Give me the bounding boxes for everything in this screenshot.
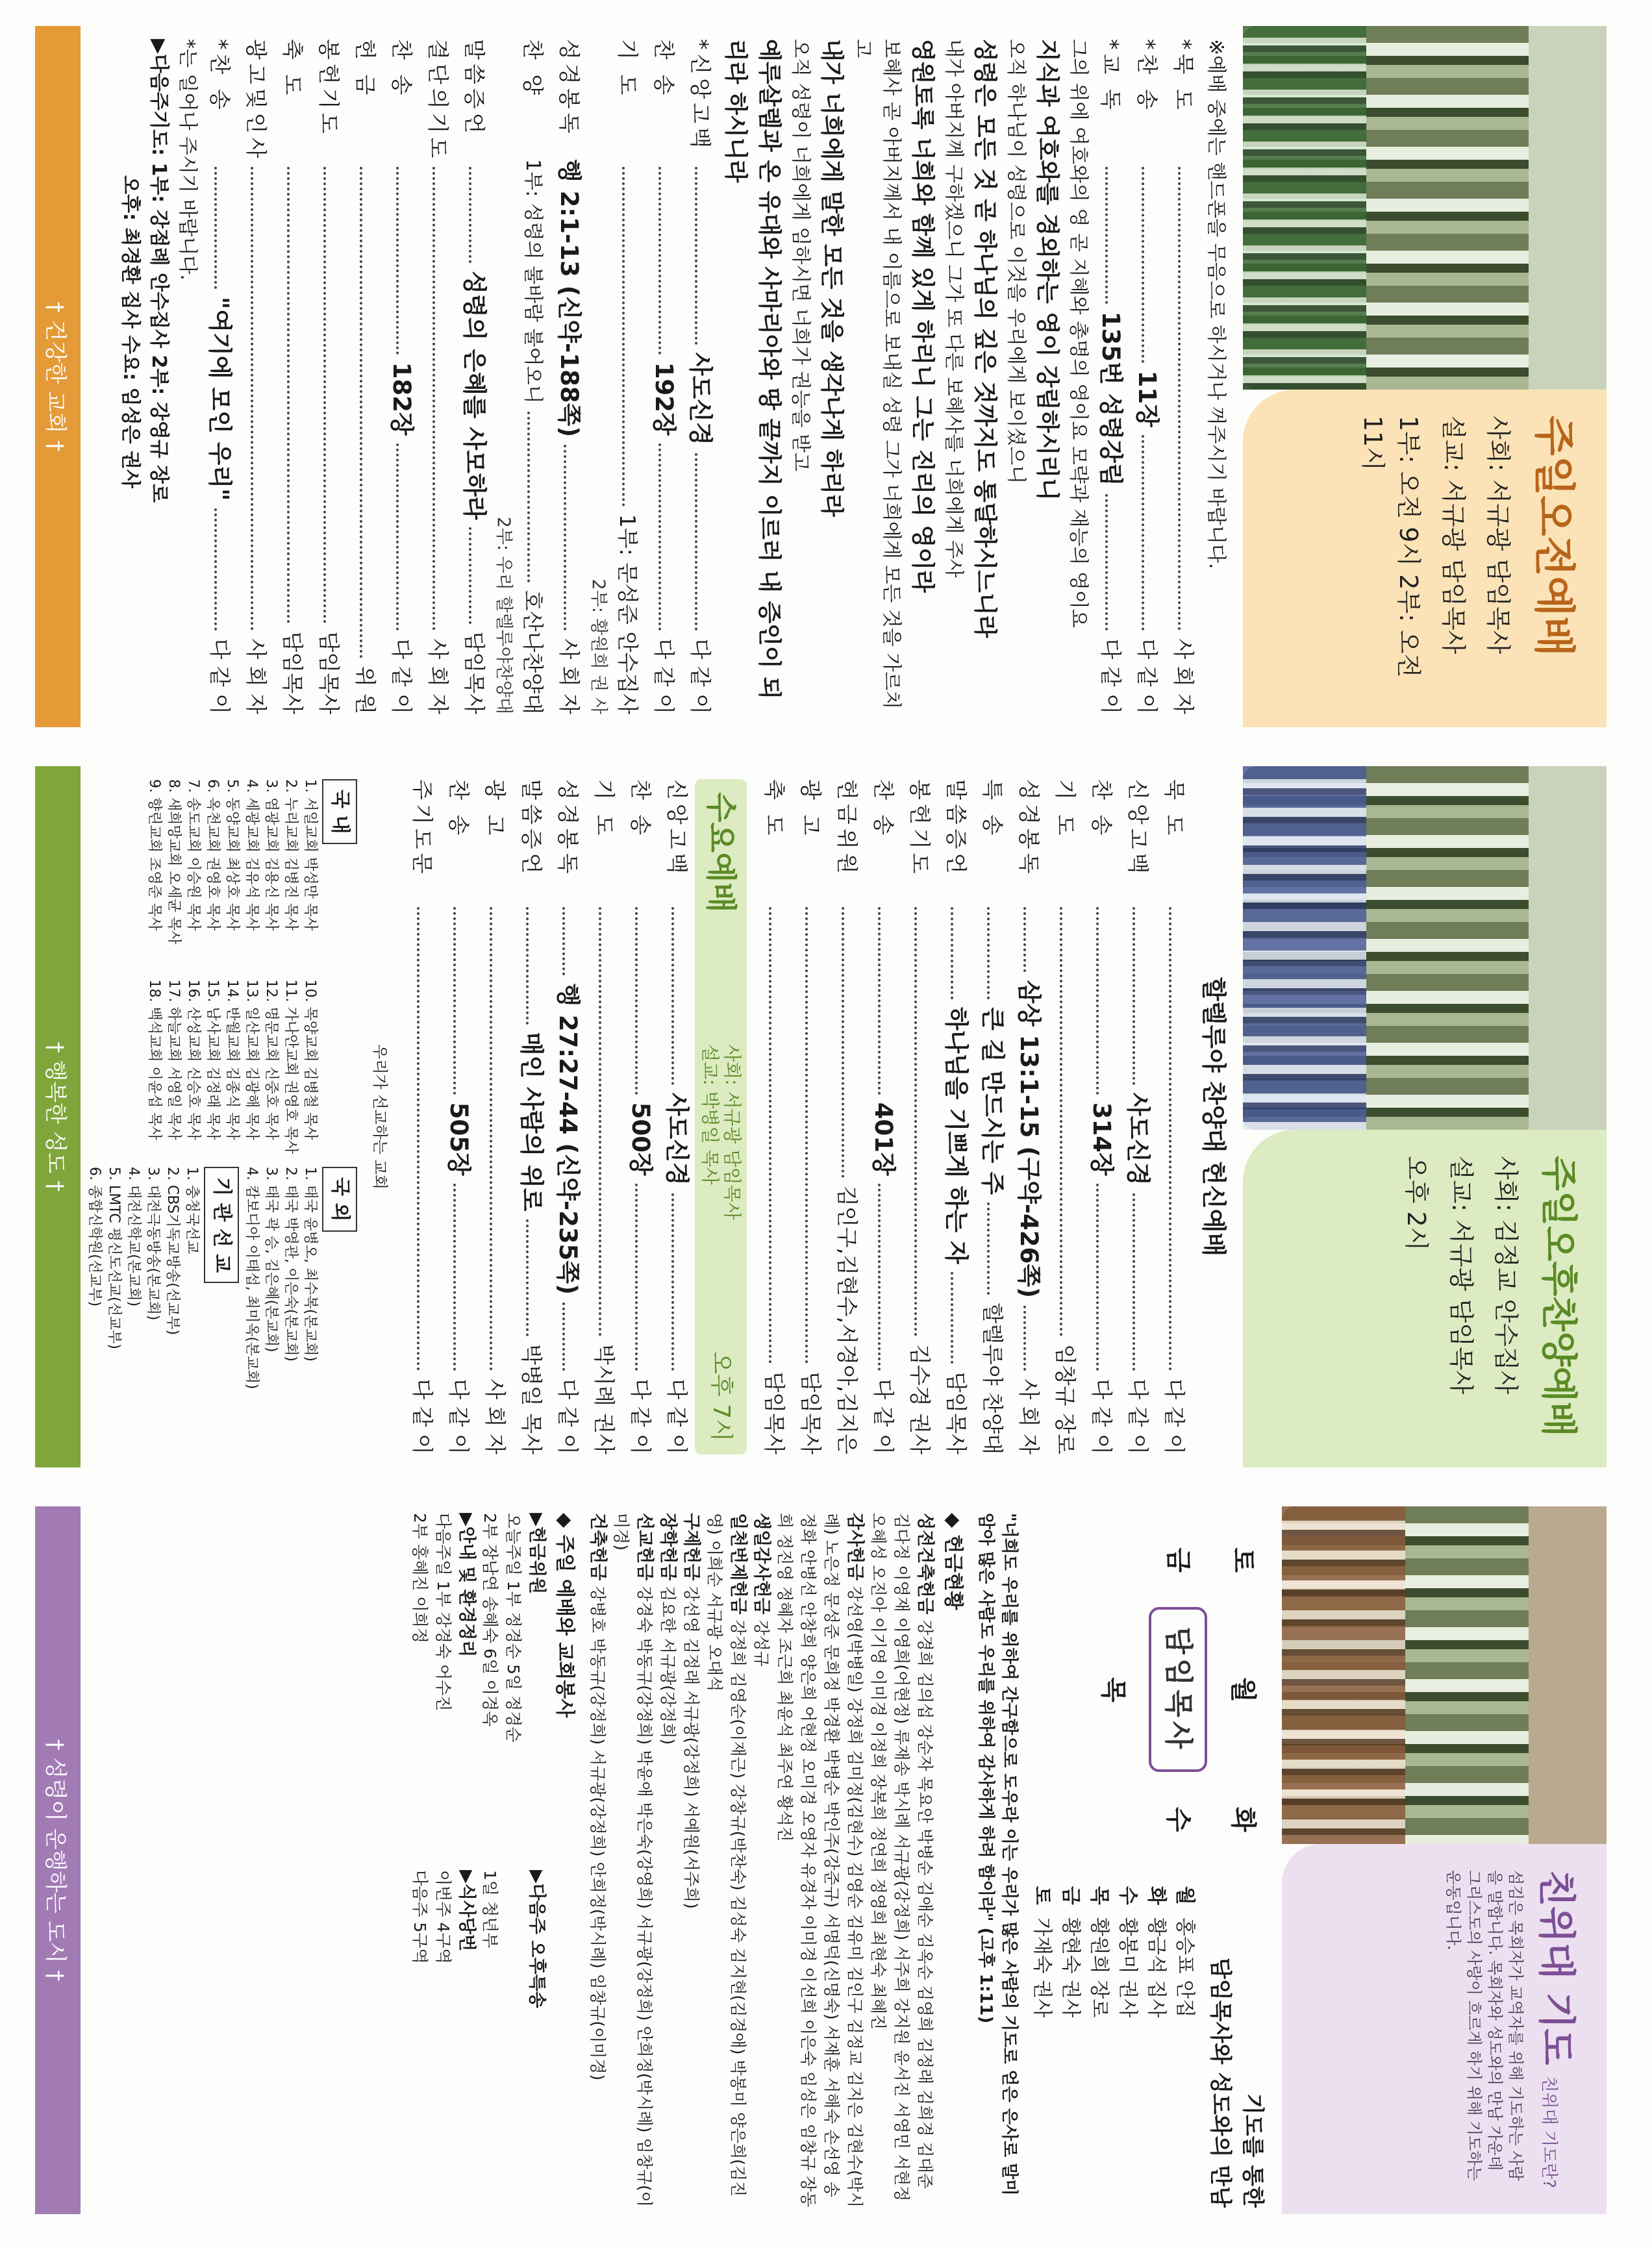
row-value: 135번 성령강림 [1097,311,1125,486]
row-leader: 다 같 이 [651,638,677,715]
row-label: 찬 송 [1089,779,1114,840]
row-label: 신앙고백 [1125,779,1151,878]
row-label: 성경봉독 [557,39,582,138]
day-assignment [1084,1886,1113,2208]
mission-title: 우리가 선교하는 교회 [371,1044,389,1190]
offering-names: 강경희 김의섭 강순자 목요안 박병순 김애순 김옥순 김영희 김정래 김희경 김대준 김다정 이영재 이영희(어현정) 류재송 박시례 서규광(강정희) 서주희 강지원 윤서진 서영민 서현정 오혜성 오진아 이기영 이미경 이정희 장복희 정연희 정영희 최현숙 최혜진 [869,1513,934,2202]
domestic-mission-item: 2. 누리교회 김병진 목사 [282,779,299,931]
service-row [1092,39,1129,714]
host-line: 사회: 서규광 담임목사 [1484,416,1512,654]
row-value: 192장 [650,362,678,436]
order-of-service [116,39,1230,714]
offering-label: 장학헌금 [658,1513,678,1581]
time-line: 오후 2시 [1402,1156,1431,1251]
sunday-morning-panel [35,26,1607,727]
offering-label: 일천번제헌금 [728,1513,748,1615]
service-row [1120,779,1156,1454]
org-mission-item: 3. 대전극동방송(본교회) [145,1167,161,1321]
duty-title: ◆ 주일 예배와 교회봉사 [553,1513,576,1718]
row-label: 묵 도 [1162,779,1187,840]
row-leader: 다 같 이 [688,638,713,714]
org-mission-item: 5. LMTC 평신도선교(선교부) [106,1167,122,1349]
row-label: 찬 송 [628,779,653,840]
choir-photo [1243,766,1607,1130]
row-label: 광 고 [798,779,823,840]
reading-line-bold: 지식과 여호와를 경외하는 영이 강림하시리니 [1034,39,1060,501]
offering-entry [866,1513,936,2208]
row-value: 행 27:27-44 (신약-235쪽) [554,983,582,1295]
row-leader: 다 같 이 [1125,1378,1151,1454]
row-leader: 사 회 자 [557,638,582,714]
next-prayer-line: 오후: 최경환 집사 수요: 임성은 권사 [119,175,142,488]
service-row [1156,779,1192,1454]
offering-names: 강정희 김영순(이재근) 강창규(박찬숙) 김성숙 김지현(김경애) 박봉미 양은희(김진영) 이희순 서규광 오대석 [705,1513,747,2197]
row-value: 500장 [627,1102,655,1176]
reading-line-bold: 예루살렘과 온 유대와 사마리아와 땅 끝까지 이르러 내 증인이 되리라 하시니라 [722,39,782,699]
prayer-diagram [1027,1513,1269,1867]
service-row [1010,779,1047,1454]
domestic-mission-item: 10. 목양교회 김병철 목사 [302,979,318,1140]
service-row [347,39,383,714]
offering-entry [703,1513,749,2208]
offering-label: 건축헌금 [588,1513,608,1581]
mission-lists [84,779,360,1454]
row-leader: 사 회 자 [425,638,451,714]
row-label: 말씀증언 [944,779,969,878]
service-row [756,779,792,1454]
panel-footer: † 성령이 운행하는 도시 † [35,1506,81,2214]
row-value: 성령의 은혜를 사모하라 [460,271,488,520]
row-label: *찬 송 [207,39,232,114]
row-label: *찬 송 [1134,39,1160,114]
orgs-label: 기 관 선 교 [204,1167,239,1283]
row-value: 큰 길 만드시는 주 [979,1007,1007,1195]
day-assignment [1170,1886,1199,2208]
row-leader: 다 같 이 [410,1378,435,1454]
row-leader: 다 같 이 [664,1378,690,1454]
row-value: 하나님을 기쁘게 하는 자 [942,1006,970,1264]
offering-entry [656,1513,679,2208]
panel-footer: † 행복한 성도 † [35,766,81,1467]
foreign-mission-item: 3. 태국 곽 승, 김은혜(본교회) [263,1167,279,1353]
host-line: 사회: 김정교 안수집사 [1492,1156,1520,1395]
row-leader: 다 같 이 [1098,638,1123,715]
next-prayer [144,39,173,714]
domestic-mission-item: 18. 백석교회 이윤섭 목사 [146,979,162,1140]
stand-note: *는 일어나 주시기 바랍니다. [176,39,199,280]
domestic-mission-item: 14. 반월교회 김종식 목사 [224,979,240,1140]
duty-line: 2부 홍혜진 이희정 [410,1513,429,1643]
duty-label: ▶식사당번 [457,1870,477,1952]
row-label: 찬 송 [651,39,677,99]
domestic-mission-item: 17. 하늘교회 서영일 목사 [166,979,182,1140]
org-mission-item: 4. 대전신학교(본교회) [125,1167,142,1307]
service-row [586,779,622,1454]
row-leader: 박시례 권사 [592,1344,617,1454]
day-label: 수 [1116,1886,1139,1905]
service-row [477,779,513,1454]
service-row [513,779,549,1454]
row-leader: 다 같 이 [1134,638,1160,715]
service-row [383,39,419,714]
service-row [974,779,1010,1454]
duty-entry [478,1513,548,1851]
row-value: 매인 사람의 위로 [518,1032,545,1212]
row-leader: 사 회 자 [482,1378,508,1454]
day-person: 황현숙 권사 [1059,1917,1082,2018]
row-leader: 다 같 이 [871,1378,896,1455]
next-prayer-label: ▶다음주기도: [147,39,170,156]
day-label: 화 [1145,1886,1168,1905]
day-assignment [1142,1886,1170,2208]
row-value: 182장 [388,362,416,436]
foreign-missions [84,1167,360,1454]
offering-names: 강병호 박동규(강정희) 서규광(강정희) 안희정(박시례) 임창규(이미경) [588,1586,607,2081]
wednesday-rows [404,779,695,1454]
day-sat: 토 [1228,1547,1258,1573]
row-value: 삼상 13:1-15 (구약-426쪽) [1015,980,1043,1299]
service-row [549,779,586,1454]
wednesday-host: 사회: 서규광 담임목사 [721,1044,743,1220]
domestic-mission-item: 6. 옥천교회 권영호 목사 [205,779,221,931]
org-mission-item: 1. 충청국선교 [184,1167,200,1254]
bible-verse: "너희도 우리를 위하여 간구함으로 도우라 이는 우리가 많은 사람의 기도로 얻은 은사로 말미암아 많은 사람도 우리를 위하여 감사하게 하려 함이라" (고후 1:11) [976,1513,1019,2196]
prayer-guard-panel [35,1506,1607,2214]
row-label: 기 도 [615,39,640,99]
offering-names: 강선영 김정래 서규광(강정희) 서예원(서주희) [682,1586,701,1909]
row-leader: 담임목사 [944,1371,969,1454]
domestic-label: 국 내 [322,779,357,844]
service-row [622,779,658,1454]
offering-label: 선교헌금 [634,1513,655,1581]
row-leader: 김수경 권사 [907,1344,932,1454]
offering-label: 구제헌금 [681,1513,701,1581]
row-value: 사도신경 [663,1092,691,1186]
offering-entry [586,1513,609,2208]
duty-line: 이번주 4구역 [434,1870,453,1964]
wednesday-preacher: 설교: 박병일 목사 [699,1044,721,1185]
service-row [938,779,974,1454]
service-row [419,39,456,714]
row-leader: 1부: 문성준 안수집사 [615,514,640,714]
row-leader: 다 같 이 [207,638,232,715]
day-label: 금 [1059,1886,1082,1905]
report-title: ◆ 헌금현황 [942,1513,964,1610]
row-label: 기 도 [592,779,617,840]
service-row [658,779,695,1454]
row-leader: 다 같 이 [1089,1378,1114,1455]
next-prayer-line: 1부: 강점례 안수집사 2부: 강영규 장로 [147,162,170,503]
row-label: 말씀증언 [519,779,544,878]
row-value: 401장 [870,1102,897,1176]
row-leader: 다 같 이 [1162,1378,1187,1454]
row-label: 축 도 [762,779,787,840]
row-label: 특 송 [980,779,1005,840]
schedule-row [1027,1513,1269,2208]
row-leader: 박병일 목사 [519,1344,544,1455]
domestic-mission-item: 4. 세광교회 김유석 목사 [244,779,260,931]
row-label: 축 도 [280,39,305,99]
prayer-names [1027,1886,1269,2208]
row-value: 1부: 성령의 불바람 불어오니 [521,159,544,404]
duty-label: ▶다음주 오후특송 [527,1870,547,2008]
duty-line: 2부 장남연 송혜숙 6일 이경옥 [481,1513,499,1727]
row-leader: 호산나찬양대 [520,590,545,714]
service-row [310,39,347,714]
domestic-mission-item: 16. 산성교회 신승호 목사 [185,979,201,1140]
orgs-list [84,1167,201,1454]
prayer-schedule [408,1513,1269,2208]
phone-notice: ※예배 중에는 핸드폰을 무음으로 하시거나 꺼주시기 바랍니다. [1205,39,1227,569]
service-row [238,39,274,714]
reading-line: 그의 위에 여호와의 영 곧 지혜와 총명의 영이요 모략과 재능의 영이요 [1067,39,1090,628]
panel-header [1282,1844,1607,2214]
service-row [682,39,718,714]
row-leader: 다 같 이 [446,1378,471,1455]
offering-entry [749,1513,773,2208]
wednesday-title: 수요예배 [703,792,739,913]
intro-text: 섬김은 목회자가 교역자를 위해 기도하는 사람을 말합니다. 목회자와 성도와의 만남 가운데 그리스도의 사랑이 흐르게 하기 위해 기도하는 운동입니다. [1444,1870,1525,2181]
offering-entry [773,1513,866,2208]
worship-photo [1243,26,1607,390]
diagram-grid [1087,1513,1269,1867]
domestic-mission-item: 8. 새희망교회 오세균 목사 [166,779,182,945]
day-label: 월 [1173,1886,1196,1905]
row-leader: 담임목사 [462,631,487,715]
duty-label: ▶안내 및 환경정리 [457,1513,477,1658]
domestic-missions [84,779,360,1154]
wednesday-meta [699,1044,743,1220]
domestic-mission-item: 5. 동양교회 최상호 목사 [224,779,240,931]
panel-footer: † 건강한 교회 † [35,26,81,727]
day-assignment [1056,1886,1084,2208]
day-label: 목 [1088,1886,1110,1905]
service-row [440,779,477,1454]
row-leader: 김인구,김현수,서경아,김지은 [834,1185,860,1454]
reading-line: 오직 하나님이 성령으로 이것을 우리에게 보이셨으니 [1005,39,1027,484]
day-tue: 화 [1228,1806,1258,1832]
day-wed: 수 [1163,1806,1193,1832]
panel-title: 친위대 기도 [1534,1870,1579,2065]
preacher-line: 설교: 서규광 담임목사 [1447,1156,1475,1395]
service-row [609,39,645,714]
row-leader: 위 원 [353,666,378,714]
row-label: *신앙고백 [688,39,713,153]
second-service-anthem: 2부: 우리 할렐루야찬양대 [494,516,514,714]
day-person: 가재숙 권사 [1031,1917,1053,2018]
duty-line: 1일 청년부 [481,1870,499,1949]
foreign-mission-item: 2. 태국 박영관, 이은숙(본교회) [282,1167,299,1362]
row-label: 말씀증언 [462,39,487,138]
offering-names: 강경숙 박동규(강정희) 박윤애 박은숙(강영희) 서규광(강정희) 안희정(박시례) 임창규(이미경) [612,1513,654,2207]
row-leader: 담임목사 [798,1371,823,1454]
foreign-mission-item: 1. 태국 윤병오, 최수복(본교회) [302,1167,318,1362]
service-row [1129,39,1165,714]
row-leader: 사 회 자 [244,638,269,714]
domestic-mission-item: 3. 염광교회 김용신 목사 [263,779,279,931]
panel-header [1243,390,1607,727]
day-thu: 목 [1098,1677,1128,1702]
row-label: 봉헌기도 [316,39,342,138]
offering-names: 김요한 서규광(강정희) [658,1586,677,1745]
row-label: 결단의기도 [425,39,451,162]
duty-line: 다음주일 1부 강경숙 어수진 [434,1513,453,1712]
row-leader: 담임목사 [762,1371,787,1454]
service-row [274,39,310,714]
offering-label: 성전건축헌금 [915,1513,935,1615]
row-value: 사도신경 [686,352,714,445]
domestic-mission-item: 12. 명문교회 신중호 목사 [263,979,279,1140]
offering-label: 감사헌금 [845,1513,865,1581]
row-label: 헌 금 [353,39,378,99]
service-row [201,39,238,714]
day-assignment [1027,1886,1056,2208]
offering-names: 강선영(박병일) 강정희 김미정(김현수) 김영순 김유미 김인구 김정교 김지은 김현수(박시례) 노은정 문성준 문희정 박경환 박병순 박인주(강준규) 서명덕(신명숙) 서재훈 서해숙 손선영 송정화 안병선 안창희 양은희 어현정 오미경 오영자 유경자 이미경 이선희 이은숙 임성은 임창규 장동희 정진영 정혜자 조근희 최윤석 최주연 황석진 [775,1513,864,2208]
service-row [901,779,938,1454]
second-service-prayer: 2부: 황원희 권 사 [588,579,608,714]
duty-line: 오늘주일 1부 정경순 5일 정경순 [504,1513,523,1743]
domestic-mission-item: 13. 일산교회 김광해 목사 [244,979,260,1140]
fellowship-photo [1282,1506,1607,1844]
title-row [1533,1870,1587,2188]
service-row [404,779,440,1454]
day-assignment [1113,1886,1142,2208]
row-label: 기 도 [1053,779,1078,840]
day-mon: 월 [1228,1677,1258,1702]
domestic-mission-item: 9. 향린교회 조영준 목사 [146,779,162,931]
row-leader: 할렐루야 찬양대 [980,1303,1005,1455]
foreign-list [242,1167,319,1454]
row-value: 행 2:1-13 (신약-188쪽) [555,159,583,438]
row-label: 신앙고백 [664,779,690,878]
row-value: 11장 [1133,370,1161,427]
row-value: 505장 [445,1102,473,1176]
foreign-mission-item: 4. 캄보디아 이태섭, 최미옥(본교회) [244,1167,260,1390]
duty-entry [408,1513,478,1851]
service-row [551,39,587,714]
row-label: 성경봉독 [1016,779,1042,878]
rows-a [1092,39,1201,714]
afternoon-rows [756,779,1192,1454]
service-row [1083,779,1120,1454]
row-leader: 임창규 장로 [1053,1344,1078,1454]
offering-names: 강성규 [752,1619,771,1667]
row-value: 사도신경 [1124,1092,1152,1186]
org-mission-item: 6. 종합신학원(선교부) [86,1167,103,1307]
reading-line: 내가 아버지께 구하겠으니 그가 또 다른 보혜사를 너희에게 주사 [942,39,965,578]
panel-header [1243,1130,1607,1467]
subtitle-2: 담임목사와 성도와의 만남 [1207,1958,1233,2208]
reading-line-bold: 내가 너희에게 말한 모든 것을 생각나게 하리라 [818,39,845,517]
row-label: 찬 송 [446,779,471,840]
afternoon-order [84,779,1230,1454]
day-person: 황금석 집사 [1145,1917,1168,2018]
offering-entry [609,1513,656,2208]
wednesday-header [695,779,747,1454]
row-leader: 다 같 이 [389,638,414,715]
row-value: "여기에 모인 우리" [206,296,234,501]
foreign-label: 국 외 [322,1167,357,1232]
service-row [1047,779,1083,1454]
row-label: *묵 도 [1171,39,1196,114]
dedication-subtitle: 할렐루야 찬양대 헌신예배 [1199,977,1228,1257]
row-leader: 사 회 자 [1016,1378,1042,1455]
domestic-list [144,779,319,1154]
panel-title: 주일오후찬양예배 [1537,1156,1579,1437]
row-label: 헌금위원 [834,779,860,878]
reading-line-bold: 성령은 모든 것 곧 하나님의 깊은 것까지도 통달하시느니라 [971,39,998,638]
duty-entry [408,1870,478,2208]
day-label: 토 [1031,1886,1053,1905]
domestic-mission-item: 11. 가나안교회 권영호 목사 [282,979,299,1154]
row-leader: 담임목사 [316,631,342,714]
day-person: 홍승표 안집 [1173,1917,1196,2018]
row-label: 찬 송 [871,779,896,840]
domestic-mission-item: 15. 남사교회 김정래 목사 [205,979,221,1140]
service-row [1165,39,1201,714]
row-label: 광 고 [482,779,508,840]
org-mission-item: 2. CBS기독교방송(선교부) [164,1167,181,1336]
wednesday-time: 오후 7시 [708,1351,734,1441]
row-label: 찬 송 [389,39,414,99]
service-row [829,779,865,1454]
service-row [865,779,901,1454]
day-person: 황원희 장로 [1088,1917,1110,2018]
reading-line: 오직 성령이 너희에게 임하시면 너희가 권능을 받고 [789,39,812,471]
offering-label: 생일감사헌금 [751,1513,771,1615]
center-pastor: 담임목사 [1149,1607,1207,1772]
row-leader: 담임목사 [280,631,305,714]
domestic-mission-item: 7. 송도교회 이승원 목사 [185,779,201,931]
time-line: 1부: 오전 9시 2부: 오전 11시 [1358,416,1423,678]
row-leader: 다 같 이 [555,1378,581,1455]
duty-line: 다음주 5구역 [410,1870,429,1964]
service-row [514,39,551,714]
sunday-afternoon-panel [35,766,1607,1467]
service-row [456,39,492,714]
offering-entry [679,1513,703,2208]
day-person: 황봉미 권사 [1116,1917,1139,2018]
row-label: 찬 양 [520,39,545,99]
row-label: *교 독 [1098,39,1123,114]
service-row [645,39,682,714]
panel-title: 주일오전예배 [1529,416,1577,656]
domestic-mission-item: 1. 서일교회 박성만 목사 [302,779,318,931]
row-label: 광고및인사 [244,39,269,162]
preacher-line: 설교: 서규광 담임목사 [1439,416,1468,654]
row-label: 주기도문 [410,779,435,878]
reading-line: 보혜사 곧 아버지께서 내 이름으로 보내실 성령 그가 너희에게 모든 것을 가르치고 [851,39,903,710]
row-value: 314장 [1088,1102,1116,1176]
reading-line-bold: 영원토록 너희와 함께 있게 하리니 그는 진리의 영이라 [909,39,936,593]
day-fri: 금 [1163,1547,1193,1573]
row-label: 봉헌기도 [907,779,932,878]
row-leader: 사 회 자 [1171,638,1196,714]
service-row [792,779,829,1454]
row-leader: 다 같 이 [628,1378,653,1455]
duty-label: ▶헌금위원 [527,1513,547,1595]
offering-report [586,1513,936,2208]
day-name-list [1027,1886,1199,2208]
question: 친위대 기도란? [1539,2076,1558,2188]
row-label: 성경봉독 [555,779,581,878]
duty-entry [478,1870,548,2208]
subtitle-1: 기도를 통한 [1240,2093,1266,2208]
duty-list [408,1513,548,2208]
